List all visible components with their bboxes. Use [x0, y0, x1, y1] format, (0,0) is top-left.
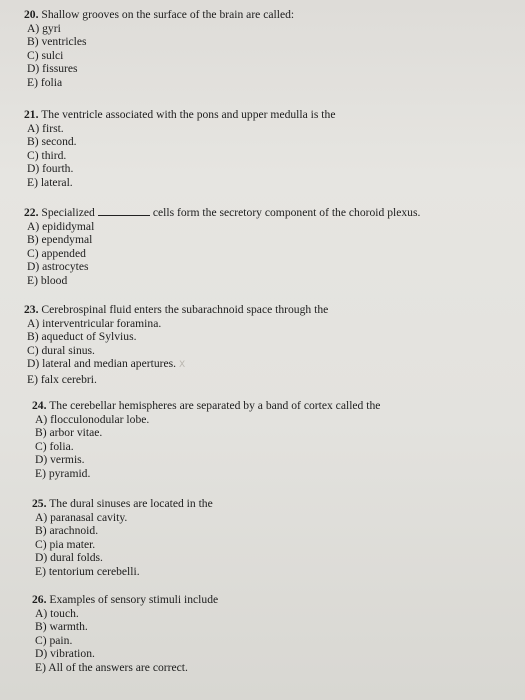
answer-choice-b: B) warmth. [35, 620, 88, 634]
answer-choice-d [24, 357, 494, 372]
answer-choice-d: D) vermis. [35, 453, 85, 467]
answer-choice-c: C) dural sinus. [27, 343, 95, 357]
answer-choice-a: A) gyri [27, 22, 61, 35]
question-stem [32, 593, 502, 607]
question-text: The dural sinuses are located in the [49, 497, 213, 510]
answer-choice-e: E) folia [27, 75, 63, 89]
handwritten-x-mark: X [179, 360, 186, 371]
answer-choice-a: A) flocculonodular lobe. [35, 413, 150, 426]
question-stem [32, 399, 502, 413]
answer-choice-d: D) astrocytes [27, 260, 89, 274]
question-23 [24, 303, 494, 386]
question-number: 26. [32, 593, 47, 606]
question-number: 24. [32, 399, 47, 412]
question-25 [32, 497, 502, 578]
answer-choice-c: C) appended [27, 246, 86, 260]
question-20 [24, 8, 494, 89]
question-number: 22. [24, 206, 39, 219]
answer-choice-c: C) pia mater. [35, 537, 96, 551]
question-21 [24, 108, 494, 189]
answer-choice-b: B) ventricles [27, 35, 87, 49]
question-text: Cerebrospinal fluid enters the subarachnoid space through the [41, 303, 329, 316]
answer-choices [24, 22, 494, 89]
answer-choice-a: A) touch. [35, 607, 79, 620]
answer-choice-d: D) fissures [27, 62, 78, 76]
question-text-after-blank: cells form the secretory component of the choroid plexus. [152, 206, 421, 219]
answer-choice-c: C) folia. [35, 439, 74, 453]
answer-choices [24, 122, 494, 189]
question-text: Examples of sensory stimuli include [49, 593, 219, 606]
question-26 [32, 593, 502, 674]
question-text: The ventricle associated with the pons and upper medulla is the [41, 108, 336, 121]
answer-choice-b: B) arachnoid. [35, 524, 99, 538]
question-stem [32, 497, 502, 511]
answer-choice-a: A) epididymal [27, 220, 95, 233]
answer-choice-b: B) arbor vitae. [35, 426, 103, 440]
answer-choices [24, 317, 494, 386]
question-stem [24, 303, 494, 317]
question-22 [24, 205, 494, 287]
answer-choice-d-text: D) lateral and median apertures. [27, 357, 177, 371]
answer-choice-c: C) third. [27, 148, 67, 162]
answer-choice-e: E) blood [27, 273, 68, 287]
question-stem [24, 205, 494, 220]
answer-choice-a: A) interventricular foramina. [27, 317, 162, 330]
answer-choice-a: A) first. [27, 122, 64, 135]
fill-in-blank [98, 205, 150, 216]
answer-choice-c: C) sulci [27, 48, 64, 62]
question-number: 23. [24, 303, 39, 316]
question-stem [24, 8, 494, 22]
answer-choice-c: C) pain. [35, 633, 73, 647]
answer-choice-d: D) dural folds. [35, 551, 103, 565]
question-text-before-blank: Specialized [41, 206, 95, 219]
question-stem [24, 108, 494, 122]
answer-choice-e: E) tentorium cerebelli. [35, 564, 140, 578]
answer-choice-e: E) falx cerebri. [27, 372, 97, 386]
answer-choices [24, 220, 494, 287]
question-text: Shallow grooves on the surface of the brain are called: [41, 8, 295, 21]
answer-choice-b: B) aqueduct of Sylvius. [27, 330, 137, 344]
answer-choice-e: E) lateral. [27, 175, 73, 189]
answer-choice-b: B) second. [27, 135, 77, 149]
question-number: 20. [24, 8, 39, 21]
answer-choices [32, 607, 502, 674]
answer-choice-a: A) paranasal cavity. [35, 511, 128, 524]
answer-choices [32, 511, 502, 578]
answer-choice-d: D) fourth. [27, 162, 74, 176]
answer-choice-b: B) ependymal [27, 233, 93, 247]
answer-choice-e: E) pyramid. [35, 466, 91, 480]
answer-choice-e: E) All of the answers are correct. [35, 660, 188, 674]
question-24 [32, 399, 502, 480]
question-number: 21. [24, 108, 39, 121]
question-text: The cerebellar hemispheres are separated by a band of cortex called the [49, 399, 381, 412]
question-number: 25. [32, 497, 47, 510]
answer-choices [32, 413, 502, 480]
answer-choice-d: D) vibration. [35, 647, 95, 661]
